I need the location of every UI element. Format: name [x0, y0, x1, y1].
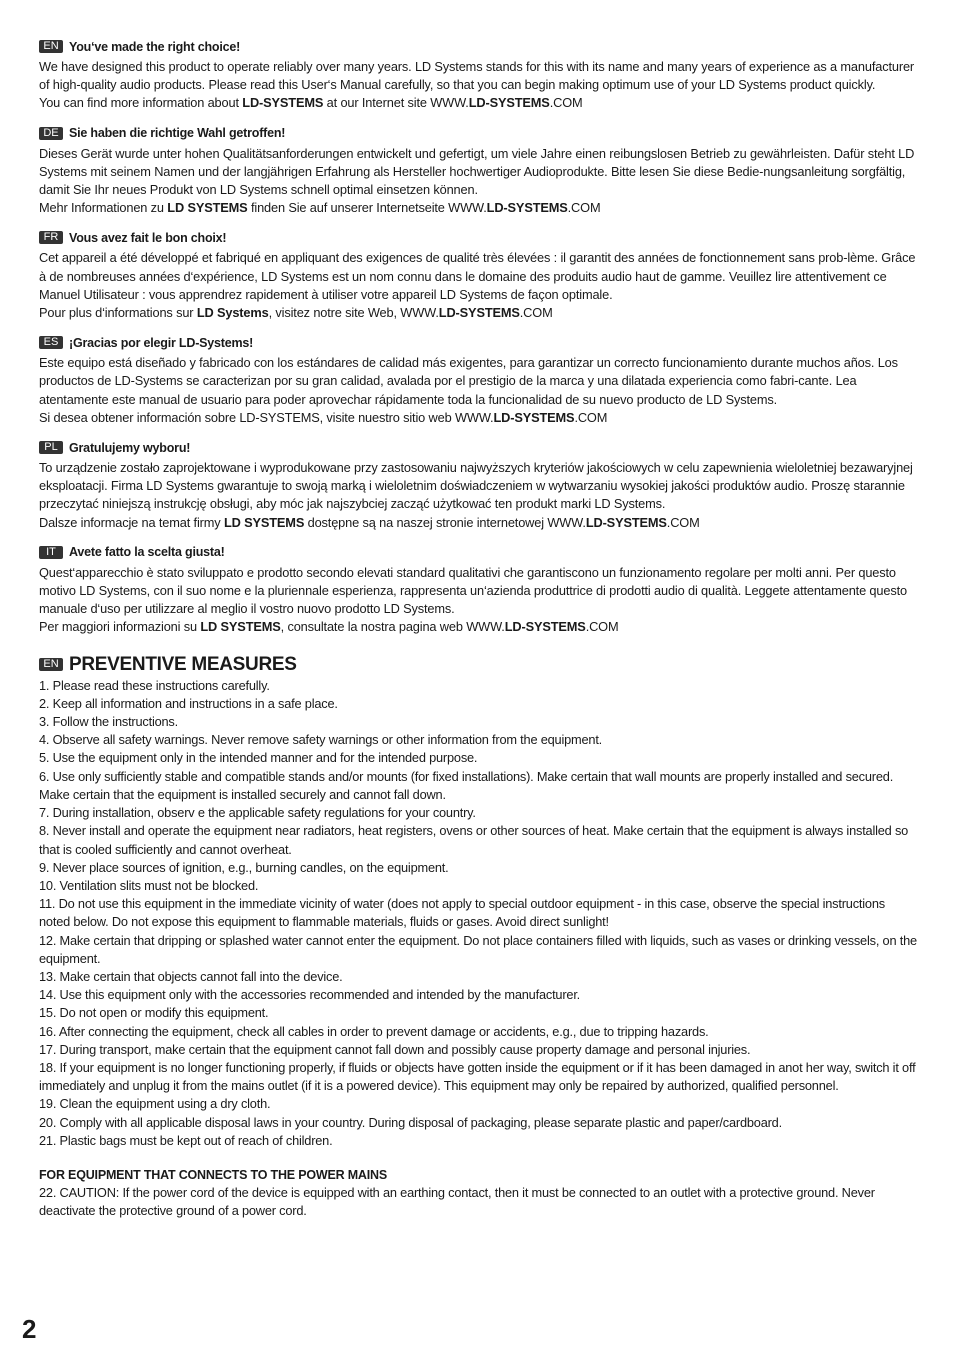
- list-item: 1. Please read these instructions carefully.: [39, 677, 270, 693]
- list-item: 15. Do not open or modify this equipment.: [39, 1005, 269, 1021]
- language-badge: DE: [39, 127, 63, 140]
- language-badge: IT: [39, 546, 63, 559]
- list-item: 9. Never place sources of ignition, e.g., burning candles, on the equipment.: [39, 859, 449, 875]
- info-line: You can find more information about LD-SYSTEMS at our Internet site WWW.LD-SYSTEMS.COM: [39, 95, 583, 111]
- intro-text: Dieses Gerät wurde unter hohen Qualitätsanforderungen entwickelt und gefertigt, um viele Jahre einen reibungslosen Betrieb zu gewährleisten. Dafür steht LD Systems mit seinem Namen und der langjährigen Erfahrung als Hersteller hochwertiger Audioprodukte. Bitte lesen Sie diese Bedie-nungsanleitung sorgfältig, damit Sie Ihr neues Produkt von LD Systems schnell optimal einsetzen können.: [39, 145, 915, 198]
- intro-text: Quest‘apparecchio è stato sviluppato e prodotto secondo elevati standard qualitativi che garantiscono un funzionamento regolare per molti anni. Per questo motivo LD Systems, con il suo nome e la pluriennale esperienza, rappresenta un‘azienda produttrice di prodotti audio di qualità. Leggete attentamente questo manuale d‘uso per utilizzare al meglio il vostro nuovo prodotto LD Systems.: [39, 564, 907, 617]
- intro-title: Vous avez fait le bon choix!: [69, 230, 227, 245]
- list-item: 18. If your equipment is no longer functioning properly, if fluids or objects have gotten inside the equipment or if it has been damaged in anot her way, switch it off immediately and unplug it from the mains outlet (if it is a powered device). This equipment may only be repaired by authorized, qualified personnel.: [39, 1059, 916, 1094]
- website-link: LD-SYSTEMS: [486, 200, 568, 216]
- intro-block-fr: [39, 229, 919, 322]
- list-item: 3. Follow the instructions.: [39, 714, 178, 730]
- power-mains-subheading: FOR EQUIPMENT THAT CONNECTS TO THE POWER MAINS: [39, 1167, 387, 1182]
- intro-block-pl: [39, 439, 919, 532]
- list-item: 11. Do not use this equipment in the immediate vicinity of water (does not apply to special outdoor equipment - in this case, observe the special instructions noted below. Do not expose this equipment to flammable materials, fluids or gases. Avoid direct sunlight!: [39, 896, 885, 930]
- intro-block-es: [39, 334, 919, 427]
- page-number: 2: [22, 1314, 37, 1344]
- brand-name: LD SYSTEMS: [223, 514, 305, 530]
- manual-page: [39, 38, 919, 1220]
- intro-block-de: [39, 125, 919, 218]
- list-item: 22. CAUTION: If the power cord of the device is equipped with an earthing contact, then it must be connected to an outlet with a protective ground. Never deactivate the protective ground of a power cord.: [39, 1184, 875, 1219]
- website-link: LD-SYSTEMS: [468, 95, 550, 111]
- power-mains-list: [39, 1184, 919, 1220]
- info-line: Per maggiori informazioni su LD SYSTEMS, consultate la nostra pagina web WWW.LD-SYSTEMS.COM: [39, 619, 619, 635]
- list-item: 20. Comply with all applicable disposal laws in your country. During disposal of packaging, please separate plastic and paper/cardboard.: [39, 1114, 782, 1130]
- list-item: 17. During transport, make certain that the equipment cannot fall down and possibly cause property damage and personal injuries.: [39, 1041, 751, 1057]
- list-item: 16. After connecting the equipment, check all cables in order to prevent damage or accidents, e.g., due to tripping hazards.: [39, 1023, 709, 1039]
- intro-text: To urządzenie zostało zaprojektowane i wyprodukowane przy zastosowaniu najwyższych kryteriów jakościowych w celu zapewnienia wieloletniej bezawaryjnej eksploatacji. Firma LD Systems gwarantuje to swoją marką i wieloletnim doświadczeniem w wytwarzaniu wysokiej jakości produktów audio. Proszę starannie przeczytać niniejszą instrukcję obsługi, aby móc jak najszybciej zacząć użytkować ten produkt marki LD Systems.: [39, 460, 913, 512]
- list-item: 21. Plastic bags must be kept out of reach of children.: [39, 1132, 333, 1148]
- brand-name: LD Systems: [196, 305, 269, 321]
- intro-title: Gratulujemy wyboru!: [69, 440, 191, 455]
- list-item: 14. Use this equipment only with the accessories recommended and intended by the manufacturer.: [39, 987, 581, 1003]
- info-line: Dalsze informacje na temat firmy LD SYSTEMS dostępne są na naszej stronie internetowej WWW.LD-SYSTEMS.COM: [39, 514, 700, 530]
- intro-title: Sie haben die richtige Wahl getroffen!: [69, 126, 286, 141]
- intro-block-en: [39, 38, 919, 113]
- brand-name: LD SYSTEMS: [167, 200, 248, 216]
- list-item: 7. During installation, observ e the applicable safety regulations for your country.: [39, 805, 476, 821]
- info-line: Mehr Informationen zu LD SYSTEMS finden Sie auf unserer Internetseite WWW.LD-SYSTEMS.COM: [39, 200, 601, 216]
- list-item: 4. Observe all safety warnings. Never remove safety warnings or other information from the equipment.: [39, 732, 603, 748]
- preventive-measures-heading: [39, 653, 919, 677]
- website-link: LD-SYSTEMS: [585, 514, 667, 530]
- intro-title: Avete fatto la scelta giusta!: [69, 545, 225, 560]
- info-line: Pour plus d‘informations sur LD Systems, visitez notre site Web, WWW.LD-SYSTEMS.COM: [39, 305, 553, 321]
- list-item: 12. Make certain that dripping or splashed water cannot enter the equipment. Do not place containers filled with liquids, such as vases or drinking vessels, on the equipment.: [39, 932, 917, 966]
- website-link: LD-SYSTEMS: [493, 409, 575, 425]
- language-badge: EN: [39, 658, 63, 671]
- intro-text: We have designed this product to operate reliably over many years. LD Systems stands for this with its name and many years of experience as a manufacturer of high-quality audio products. Please read this User‘s Manual carefully, so that you can begin making optimum use of your LD Systems product quickly.: [39, 59, 915, 93]
- intro-title: You‘ve made the right choice!: [69, 39, 241, 54]
- language-badge: ES: [39, 336, 63, 349]
- list-item: 2. Keep all information and instructions in a safe place.: [39, 695, 338, 711]
- list-item: 6. Use only sufficiently stable and compatible stands and/or mounts (for fixed installations). Make certain that wall mounts are properly installed and secured. Make certain that the equipment is installed securely and cannot fall down.: [39, 768, 894, 802]
- intro-block-it: [39, 544, 919, 637]
- brand-name: LD-SYSTEMS: [242, 95, 324, 111]
- language-badge: PL: [39, 441, 63, 454]
- list-item: 5. Use the equipment only in the intended manner and for the intended purpose.: [39, 750, 478, 766]
- website-link: LD-SYSTEMS: [504, 619, 586, 635]
- info-line: Si desea obtener información sobre LD-SYSTEMS, visite nuestro sitio web WWW.LD-SYSTEMS.COM: [39, 409, 608, 425]
- list-item: 13. Make certain that objects cannot fall into the device.: [39, 968, 343, 984]
- list-item: 8. Never install and operate the equipment near radiators, heat registers, ovens or other sources of heat. Make certain that the equipment is always installed so that is cooled sufficiently and cannot overheat.: [39, 823, 909, 857]
- intro-title: ¡Gracias por elegir LD-Systems!: [69, 335, 254, 350]
- list-item: 10. Ventilation slits must not be blocked.: [39, 877, 259, 893]
- brand-name: LD SYSTEMS: [200, 619, 281, 635]
- list-item: 19. Clean the equipment using a dry cloth.: [39, 1096, 271, 1112]
- intro-text: Este equipo está diseñado y fabricado con los estándares de calidad más exigentes, para garantizar un correcto funcionamiento durante muchos años. Los productos de LD-Systems se caracterizan por su gran calidad, avalada por el prestigio de la marca y una dilatada experiencia como fabri-cante. Lea atentamente este manual de usuario para poder aprovechar rápidamente toda la funcionalidad de su nuevo producto de LD Systems.: [39, 355, 898, 407]
- website-link: LD-SYSTEMS: [438, 305, 520, 321]
- language-badge: EN: [39, 40, 63, 53]
- language-badge: FR: [39, 231, 63, 244]
- intro-text: Cet appareil a été développé et fabriqué en appliquant des exigences de qualité très élevées : il garantit des années de fonctionnement sans prob-lème. Grâce à de nombreuses années d‘expérience, LD Systems est un nom connu dans le domaine des produits audio haut de gamme. Veuillez lire attentivement ce Manuel Utilisateur : vous apprendrez rapidement à utiliser votre appareil LD Systems de façon optimale.: [39, 250, 916, 302]
- section-title: PREVENTIVE MEASURES: [69, 653, 297, 675]
- preventive-measures-list: [39, 677, 919, 1150]
